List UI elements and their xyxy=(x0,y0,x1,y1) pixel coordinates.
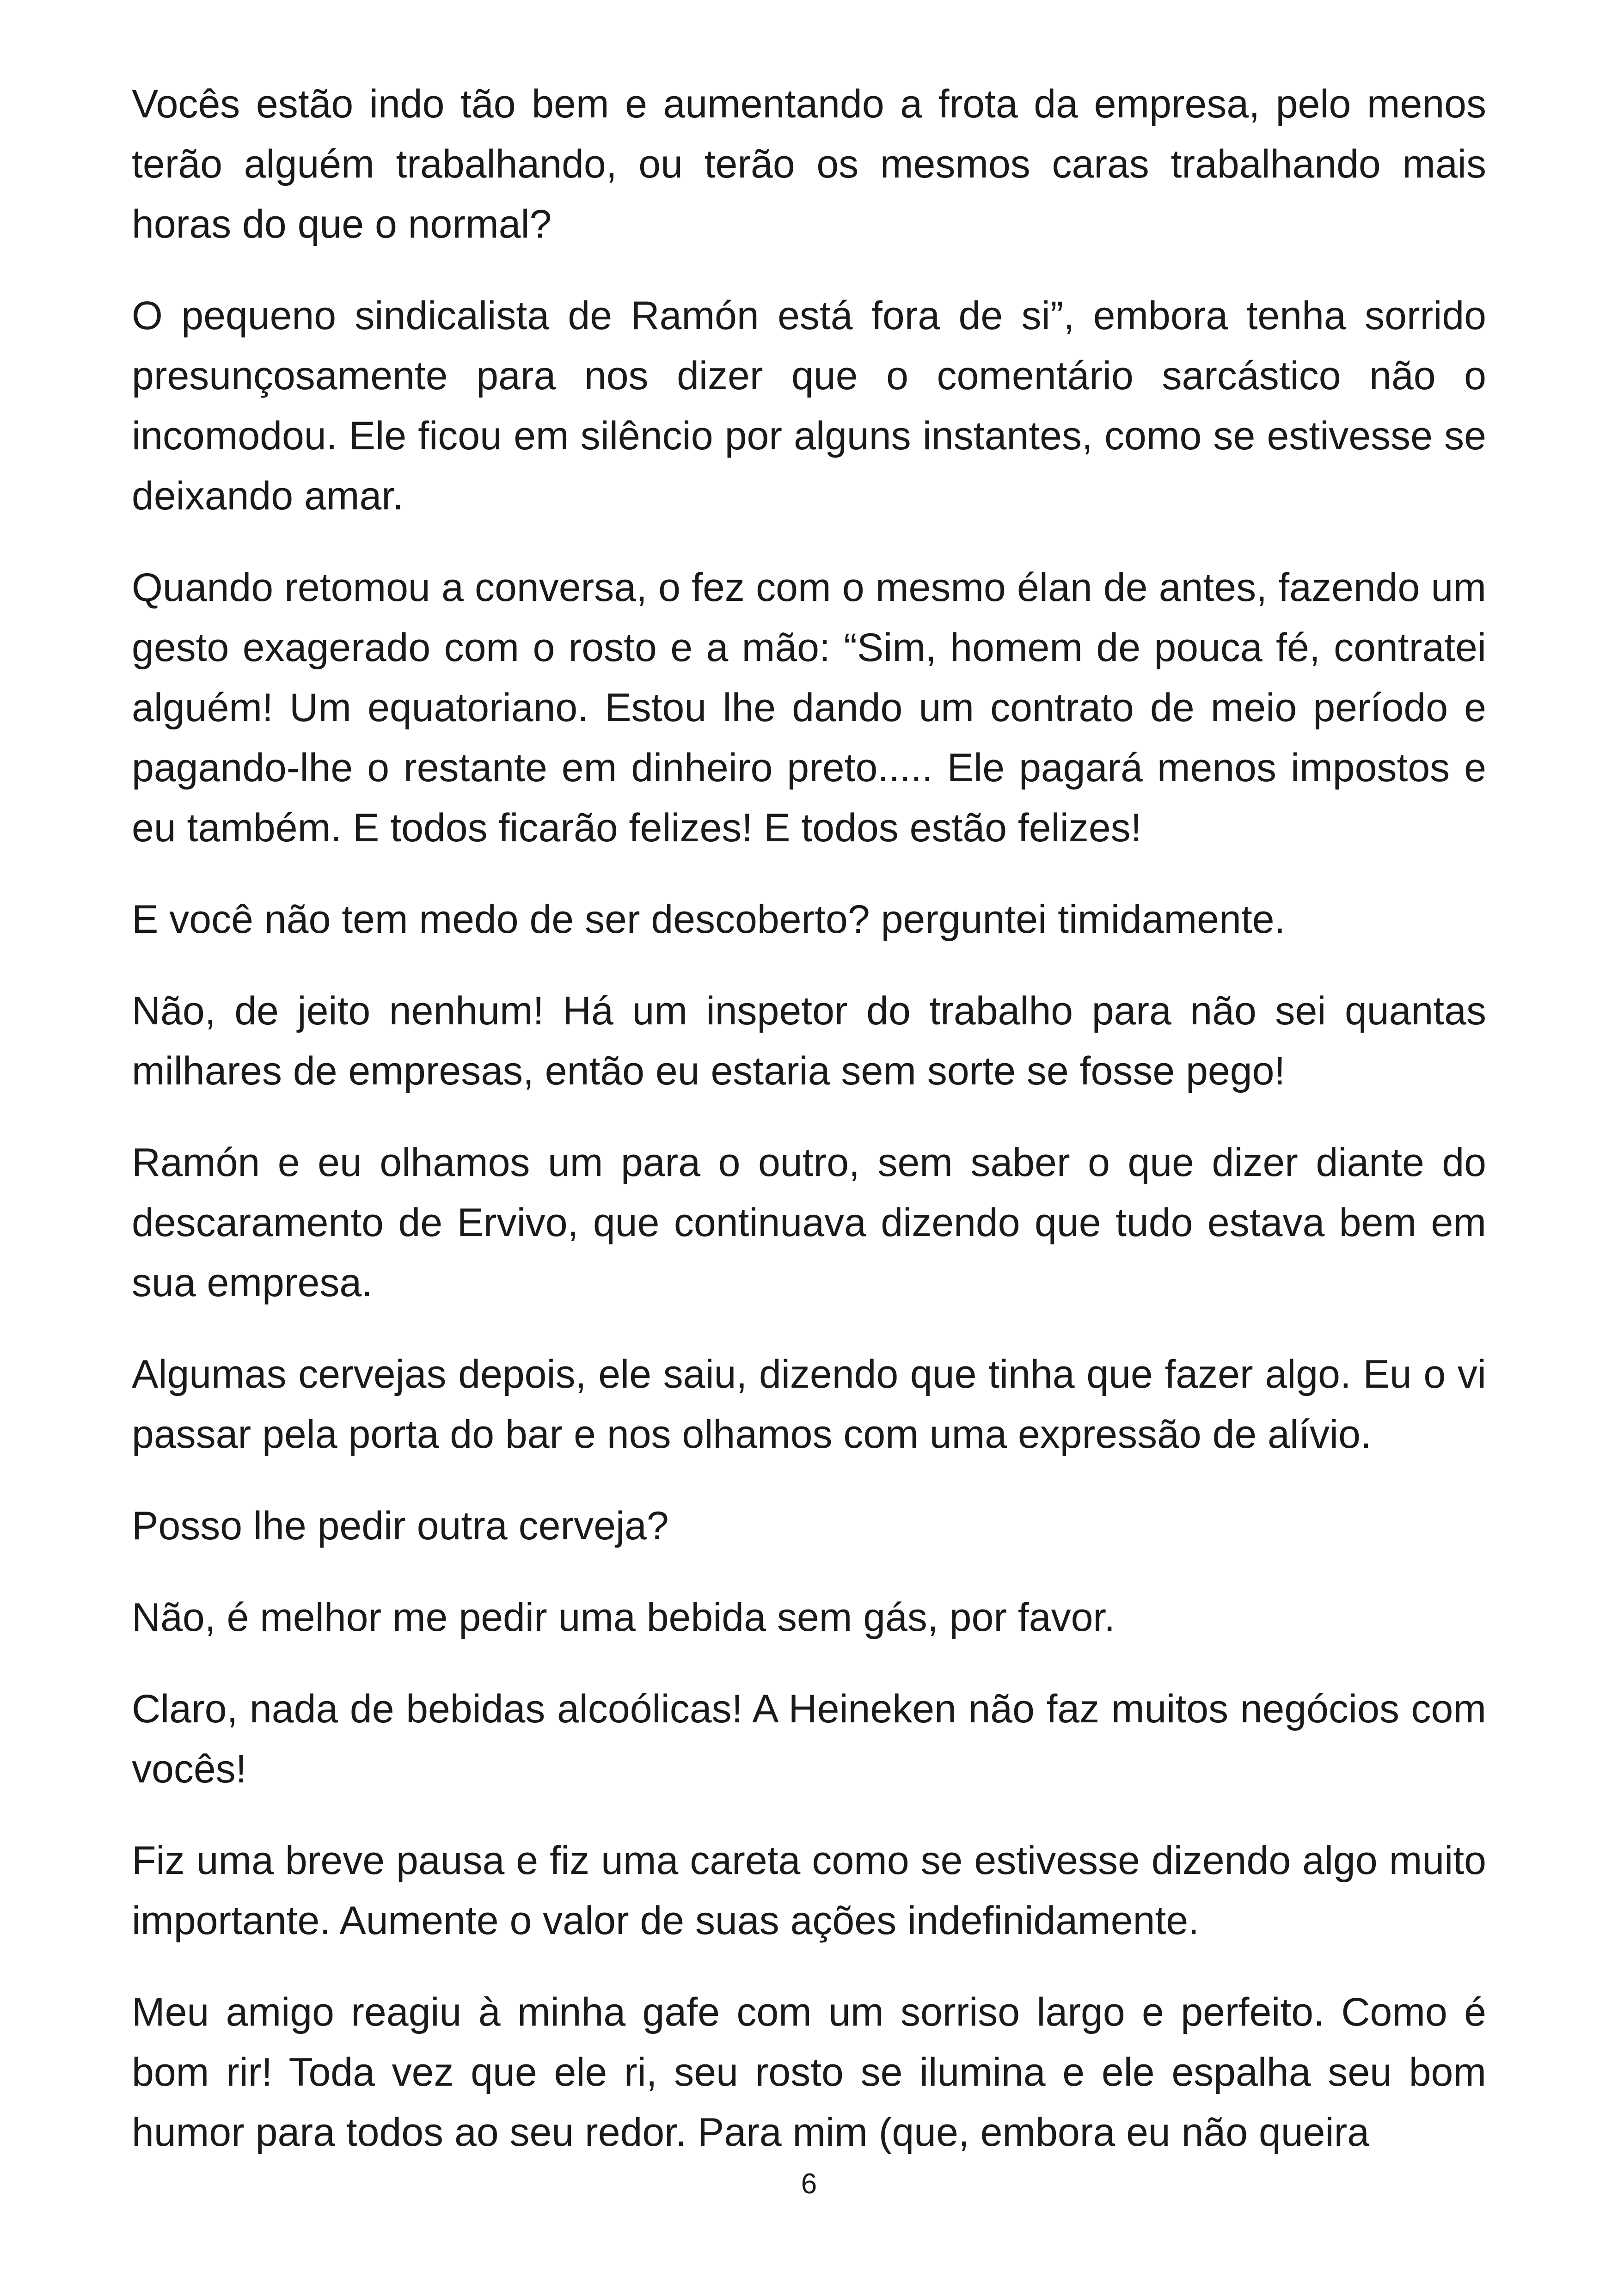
paragraph: Meu amigo reagiu à minha gafe com um sorriso largo e perfeito. Como é bom rir! Toda vez que ele ri, seu rosto se ilumina e ele espalha seu bom humor para todos ao seu redor. Para mim (que, embora eu não queira xyxy=(132,1990,1486,2155)
paragraph: Vocês estão indo tão bem e aumentando a frota da empresa, pelo menos terão alguém trabalhando, ou terão os mesmos caras trabalhando mais horas do que o normal? xyxy=(132,82,1486,246)
page-number: 6 xyxy=(801,2168,817,2200)
paragraph: Algumas cervejas depois, ele saiu, dizendo que tinha que fazer algo. Eu o vi passar pela porta do bar e nos olhamos com uma expressão de alívio. xyxy=(132,1352,1486,1457)
paragraph: Não, de jeito nenhum! Há um inspetor do trabalho para não sei quantas milhares de empresas, então eu estaria sem sorte se fosse pego! xyxy=(132,989,1486,1093)
page-body xyxy=(132,74,1486,2194)
paragraph: Claro, nada de bebidas alcoólicas! A Heineken não faz muitos negócios com vocês! xyxy=(132,1687,1486,1791)
paragraph: O pequeno sindicalista de Ramón está fora de si”, embora tenha sorrido presunçosamente para nos dizer que o comentário sarcástico não o incomodou. Ele ficou em silêncio por alguns instantes, como se estivesse se deixando amar. xyxy=(132,294,1486,518)
paragraph: E você não tem medo de ser descoberto? perguntei timidamente. xyxy=(132,897,1286,942)
paragraph: Ramón e eu olhamos um para o outro, sem saber o que dizer diante do descaramento de Ervivo, que continuava dizendo que tudo estava bem em sua empresa. xyxy=(132,1140,1486,1305)
paragraph: Não, é melhor me pedir uma bebida sem gás, por favor. xyxy=(132,1595,1115,1640)
paragraph: Posso lhe pedir outra cerveja? xyxy=(132,1504,669,1548)
paragraph: Quando retomou a conversa, o fez com o mesmo élan de antes, fazendo um gesto exagerado com o rosto e a mão: “Sim, homem de pouca fé, contratei alguém! Um equatoriano. Estou lhe dando um contrato de meio período e pagando-lhe o restante em dinheiro preto..... Ele pagará menos impostos e eu também. E todos ficarão felizes! E todos estão felizes! xyxy=(132,565,1486,850)
paragraph: Fiz uma breve pausa e fiz uma careta como se estivesse dizendo algo muito importante. Aumente o valor de suas ações indefinidamente. xyxy=(132,1838,1486,1943)
